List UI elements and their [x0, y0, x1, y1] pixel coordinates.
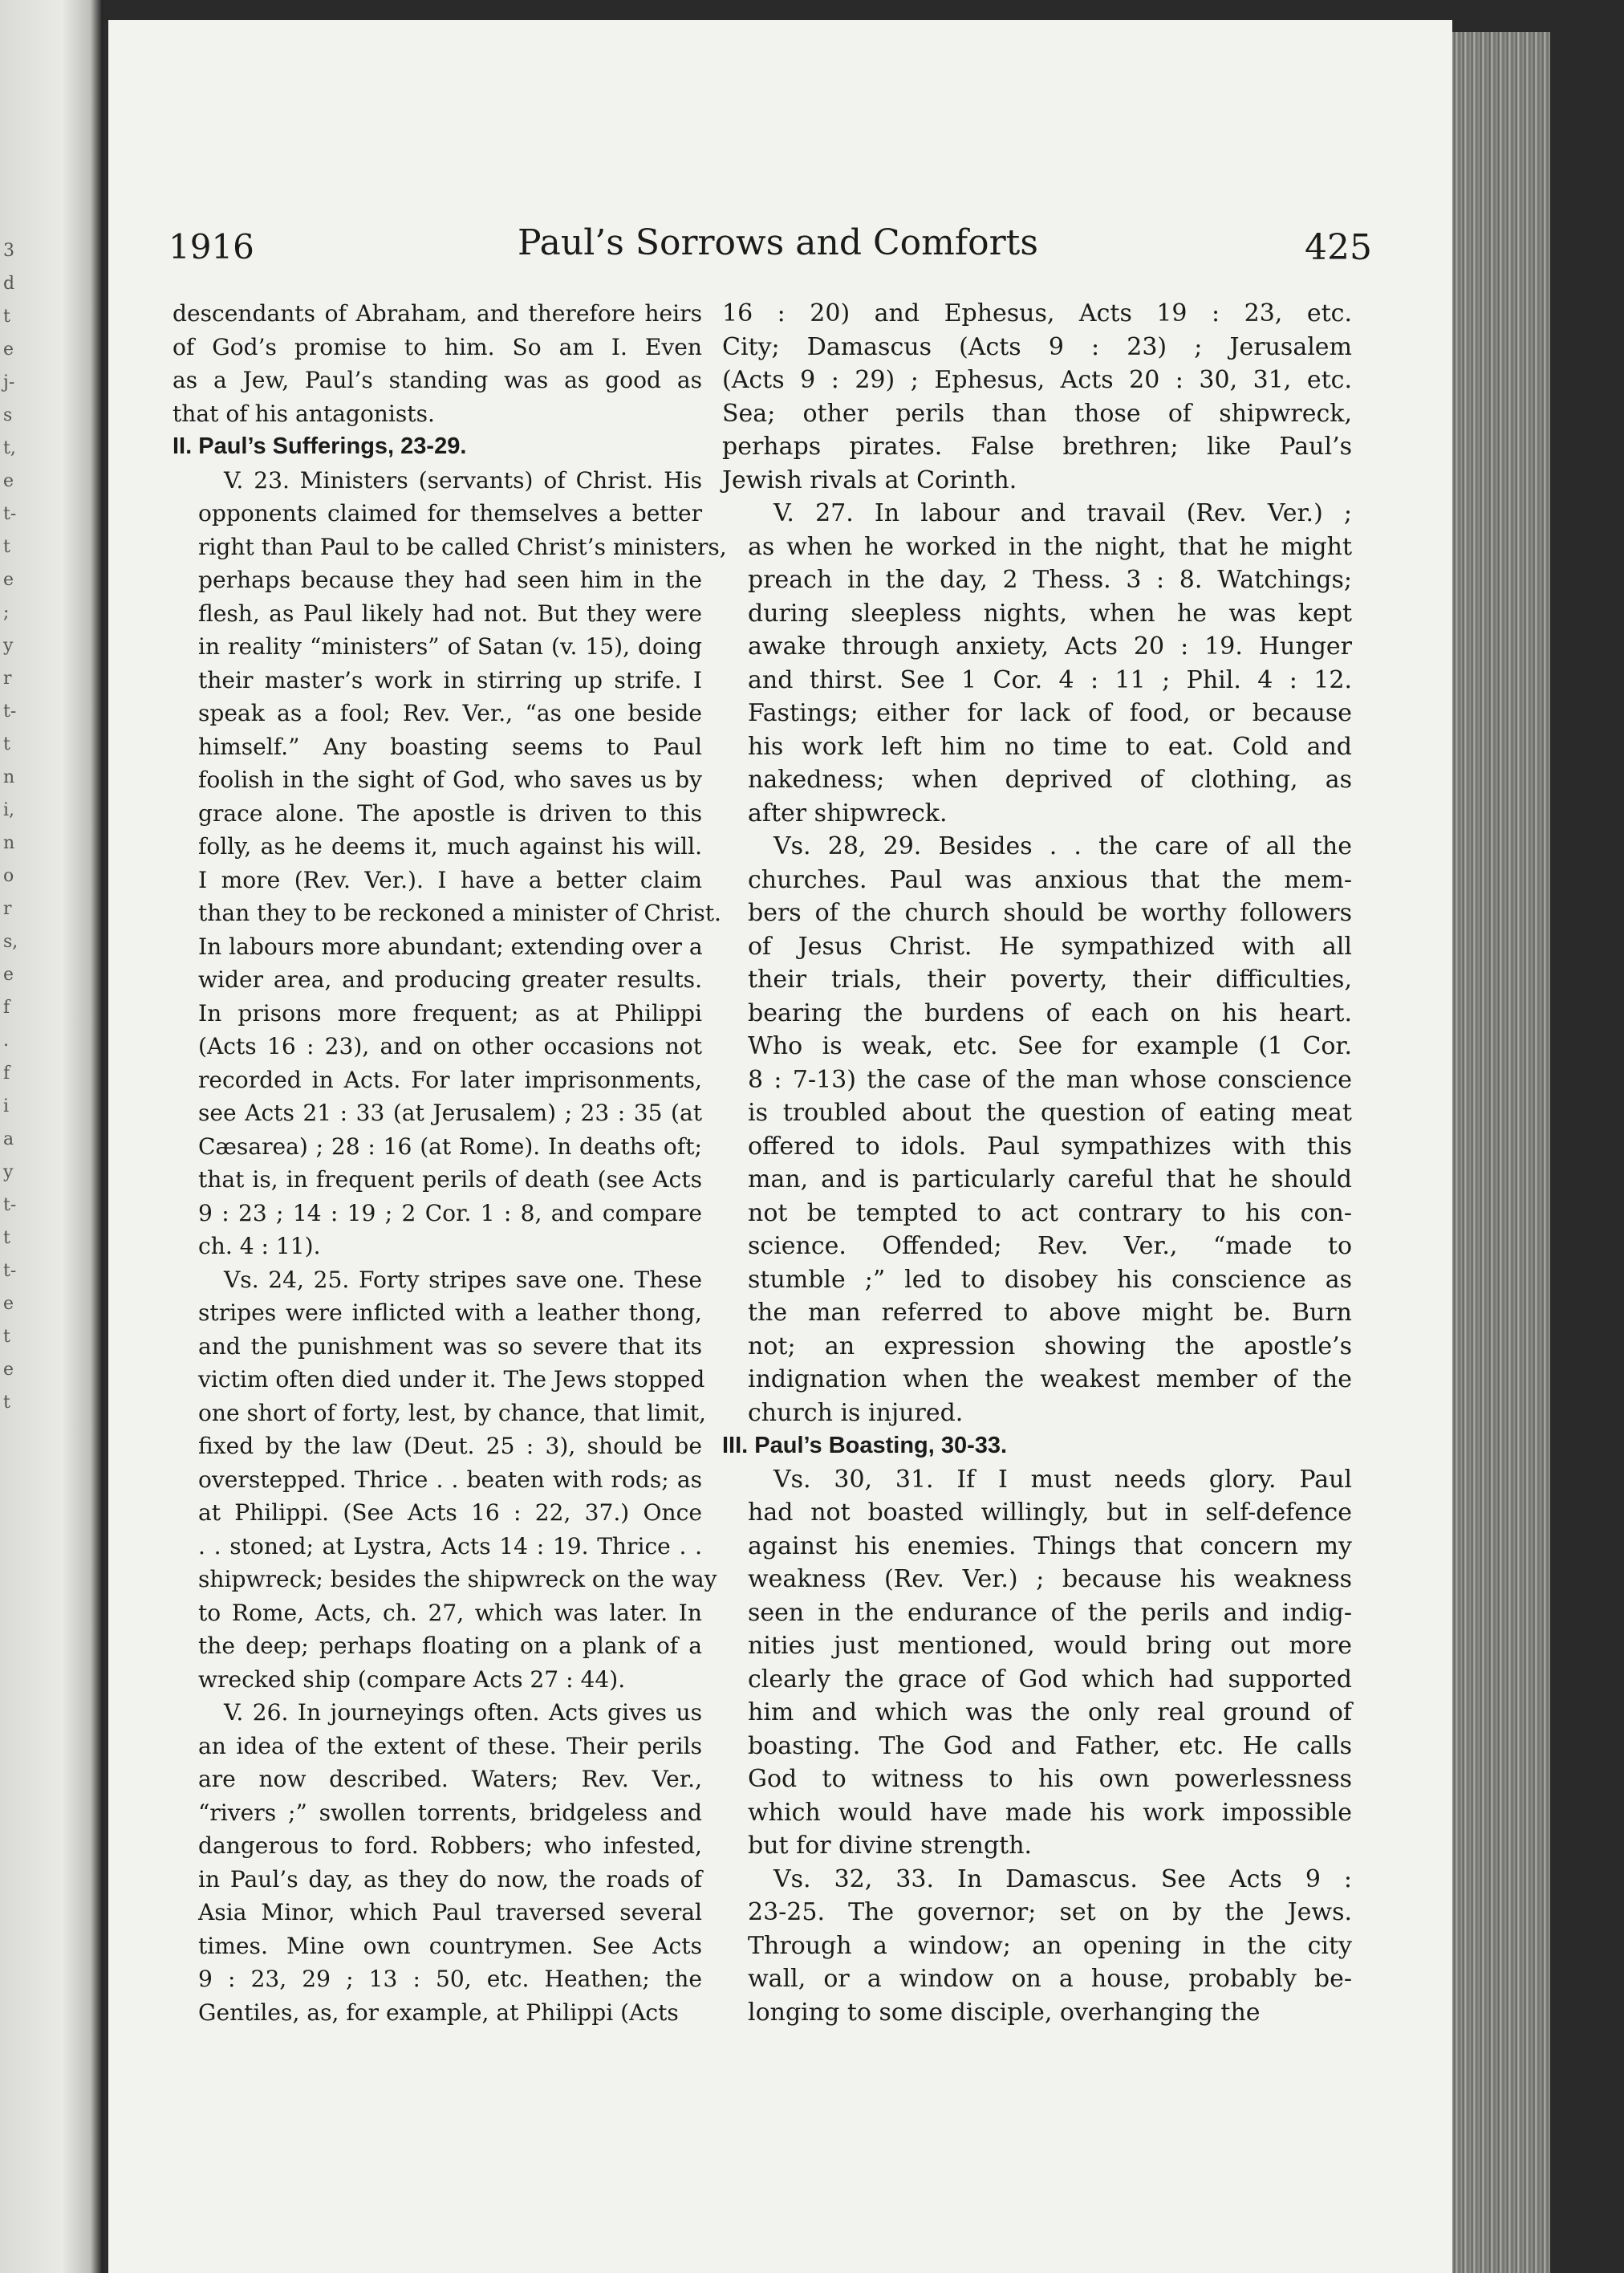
strip-fragment: n [3, 767, 15, 787]
text-line: speak as a fool; Rev. Ver., “as one beside [198, 700, 702, 726]
text-line: in Paul’s day, as they do now, the roads of [198, 1865, 702, 1893]
text-line: Gentiles, as, for example, at Philippi (Acts [198, 1999, 679, 2026]
text-line: grace alone. The apostle is driven to this [198, 799, 702, 827]
text-line: Asia Minor, which Paul traversed several [198, 1899, 702, 1925]
paragraph [722, 297, 1352, 497]
text-line: wrecked ship (compare Acts 27 : 44). [198, 1665, 626, 1693]
strip-fragment: t [3, 1393, 10, 1413]
text-line: Vs. 32, 33. In Damascus. See Acts 9 : [773, 1864, 1352, 1893]
text-line: Vs. 24, 25. Forty stripes save one. These [224, 1266, 702, 1293]
text-line: flesh, as Paul likely had not. But they were [198, 600, 702, 627]
text-line: nities just mentioned, would bring out more [748, 1632, 1352, 1660]
text-line: dangerous to ford. Robbers; who infested, [198, 1832, 702, 1859]
text-line: and the punishment was so severe that its [198, 1332, 702, 1360]
text-line: against his enemies. Things that concern my [748, 1531, 1352, 1560]
text-line: their master’s work in stirring up strife. I [198, 666, 702, 693]
page-title: Paul’s Sorrows and Comforts [518, 222, 1038, 263]
text-line: to Rome, Acts, ch. 27, which was later. In [198, 1599, 702, 1626]
strip-fragment: i, [3, 800, 15, 820]
strip-fragment: n [3, 833, 15, 853]
text-line: that of his antagonists. [173, 400, 435, 427]
strip-fragment: t [3, 307, 10, 327]
text-line: during sleepless nights, when he was kept [748, 599, 1352, 628]
text-line: bers of the church should be worthy followers [748, 899, 1352, 927]
text-line: and thirst. See 1 Cor. 4 : 11 ; Phil. 4 : 12. [748, 665, 1352, 694]
text-line: (Acts 9 : 29) ; Ephesus, Acts 20 : 30, 31, etc. [722, 366, 1352, 394]
text-line: as when he worked in the night, that he might [748, 532, 1352, 561]
text-line: longing to some disciple, overhanging the [748, 1998, 1261, 2027]
strip-fragment: e [3, 340, 14, 360]
text-line: boasting. The God and Father, etc. He calls [748, 1731, 1352, 1760]
text-line: 16 : 20) and Ephesus, Acts 19 : 23, etc. [722, 299, 1352, 327]
section-heading: II. Paul’s Sufferings, 23-29. [173, 433, 467, 459]
paragraph [722, 497, 1352, 830]
strip-fragment: t [3, 537, 10, 557]
strip-fragment: i [3, 1096, 10, 1116]
text-line: which would have made his work impossible [748, 1798, 1352, 1827]
text-line: folly, as he deems it, much against his will. [198, 833, 702, 860]
text-line: I more (Rev. Ver.). I have a better claim [198, 866, 702, 893]
paragraph [173, 1696, 702, 2029]
text-line: one short of forty, lest, by chance, that limit, [198, 1399, 706, 1426]
text-line: preach in the day, 2 Thess. 3 : 8. Watchings; [748, 566, 1352, 594]
text-line: stumble ;” led to disobey his conscience as [748, 1265, 1352, 1294]
text-line: at Philippi. (See Acts 16 : 22, 37.) Once [198, 1499, 702, 1526]
text-line: an idea of the extent of these. Their perils [198, 1732, 702, 1759]
strip-fragment: e [3, 570, 14, 590]
text-line: bearing the burdens of each on his heart. [748, 998, 1352, 1027]
text-line: V. 23. Ministers (servants) of Christ. His [224, 466, 702, 494]
text-line: Fastings; either for lack of food, or because [748, 699, 1352, 727]
text-line: “rivers ;” swollen torrents, bridgeless and [198, 1799, 702, 1826]
strip-fragment: s [3, 405, 13, 425]
strip-fragment: y [3, 1162, 14, 1182]
strip-fragment: t- [3, 1195, 17, 1215]
text-line: him and which was the only real ground of [748, 1698, 1352, 1726]
right-column [722, 297, 1352, 2029]
strip-fragment: ; [3, 603, 10, 623]
text-line: nakedness; when deprived of clothing, as [748, 766, 1352, 794]
text-line: had not boasted willingly, but in self-defence [748, 1498, 1352, 1527]
strip-fragment: e [3, 965, 14, 985]
text-line: church is injured. [748, 1398, 964, 1427]
text-line: . . stoned; at Lystra, Acts 14 : 19. Thrice . . [198, 1532, 702, 1559]
text-line: than they to be reckoned a minister of Christ. [198, 900, 721, 926]
page-number: 425 [1305, 227, 1372, 268]
paragraph [722, 1863, 1352, 2030]
text-line: Sea; other perils than those of shipwreck, [722, 399, 1352, 428]
text-line: 23-25. The governor; set on by the Jews. [748, 1898, 1352, 1926]
page-edges [1452, 32, 1550, 2273]
text-line: foolish in the sight of God, who saves us by [198, 766, 702, 793]
text-line: recorded in Acts. For later imprisonments, [198, 1066, 702, 1093]
text-line: In labours more abundant; extending over a [198, 933, 703, 960]
strip-fragment: t- [3, 701, 17, 722]
header-year: 1916 [168, 227, 254, 266]
text-line: shipwreck; besides the shipwreck on the way [198, 1566, 717, 1592]
strip-fragment: d [3, 274, 15, 294]
text-line: is troubled about the question of eating meat [748, 1099, 1352, 1127]
text-line: City; Damascus (Acts 9 : 23) ; Jerusalem [722, 332, 1352, 361]
strip-fragment: t- [3, 504, 17, 524]
text-line: their trials, their poverty, their difficulties, [748, 966, 1352, 994]
text-line: God to witness to his own powerlessness [748, 1765, 1352, 1793]
text-line: science. Offended; Rev. Ver., “made to [748, 1232, 1352, 1260]
text-line: not; an expression showing the apostle’s [748, 1332, 1352, 1360]
strip-fragment: f [3, 998, 10, 1018]
text-line: in reality “ministers” of Satan (v. 15), doing [198, 633, 702, 660]
strip-fragment: y [3, 636, 14, 656]
text-line: seen in the endurance of the perils and indig- [748, 1598, 1352, 1627]
text-line: awake through anxiety, Acts 20 : 19. Hunger [748, 632, 1352, 661]
text-line: right than Paul to be called Christ’s ministers, [198, 533, 727, 560]
text-line: perhaps because they had seen him in the [198, 567, 702, 593]
text-line: are now described. Waters; Rev. Ver., [198, 1766, 702, 1792]
text-line: man, and is particularly careful that he should [748, 1165, 1352, 1193]
text-line: Through a window; an opening in the city [748, 1931, 1352, 1960]
text-line: ch. 4 : 11). [198, 1233, 321, 1259]
text-line: Vs. 28, 29. Besides . . the care of all the [773, 832, 1352, 860]
text-line: Who is weak, etc. See for example (1 Cor. [748, 1032, 1352, 1060]
text-line: fixed by the law (Deut. 25 : 3), should be [198, 1433, 702, 1459]
text-line: (Acts 16 : 23), and on other occasions not [198, 1033, 702, 1059]
strip-fragment: r [3, 899, 12, 919]
text-line: the man referred to above might be. Burn [748, 1299, 1352, 1327]
text-line: clearly the grace of God which had supported [748, 1665, 1352, 1694]
text-line: times. Mine own countrymen. See Acts [198, 1932, 702, 1959]
text-line: victim often died under it. The Jews stopped [198, 1366, 705, 1393]
text-line: opponents claimed for themselves a better [198, 500, 702, 527]
text-line: stripes were inflicted with a leather thong, [198, 1299, 702, 1326]
text-line: Vs. 30, 31. If I must needs glory. Paul [773, 1465, 1352, 1494]
strip-fragment: t [3, 734, 10, 754]
strip-fragment: f [3, 1063, 10, 1084]
text-line: In prisons more frequent; as at Philippi [198, 999, 702, 1027]
text-line: overstepped. Thrice . . beaten with rods; as [198, 1466, 702, 1493]
text-line: 9 : 23, 29 ; 13 : 50, etc. Heathen; the [198, 1966, 702, 1992]
text-line: V. 27. In labour and travail (Rev. Ver.) ; [773, 499, 1352, 527]
strip-fragment: t [3, 1228, 10, 1248]
strip-fragment: . [3, 1031, 9, 1051]
text-line: as a Jew, Paul’s standing was as good as [173, 367, 702, 393]
strip-fragment: t, [3, 438, 16, 458]
text-line: V. 26. In journeyings often. Acts gives us [224, 1699, 702, 1726]
strip-fragment: r [3, 669, 12, 689]
text-line: that is, in frequent perils of death (see Acts [198, 1166, 702, 1193]
section-heading: III. Paul’s Boasting, 30-33. [722, 1433, 1008, 1458]
text-line: indignation when the weakest member of the [748, 1365, 1352, 1393]
text-line: weakness (Rev. Ver.) ; because his weakness [748, 1565, 1352, 1593]
strip-fragment: o [3, 866, 14, 886]
text-line: 8 : 7-13) the case of the man whose conscience [748, 1065, 1352, 1094]
paragraph [722, 1463, 1352, 1863]
adjacent-page-strip [0, 0, 103, 2273]
strip-fragment: e [3, 471, 14, 491]
text-line: his work left him no time to eat. Cold and [748, 732, 1352, 761]
left-column [173, 297, 727, 2029]
text-line: the deep; perhaps floating on a plank of a [198, 1633, 702, 1659]
text-line: of Jesus Christ. He sympathized with all [748, 932, 1352, 961]
text-line: perhaps pirates. False brethren; like Paul’s [722, 433, 1352, 461]
text-line: offered to idols. Paul sympathizes with this [748, 1132, 1352, 1161]
strip-fragment: t- [3, 1261, 17, 1281]
text-line: see Acts 21 : 33 (at Jerusalem) ; 23 : 35 (at [198, 1100, 702, 1126]
strip-fragment: 3 [3, 241, 14, 261]
book-page [108, 20, 1452, 2273]
text-line: wider area, and producing greater results. [198, 966, 702, 993]
text-line: Jewish rivals at Corinth. [722, 466, 1017, 494]
strip-fragment: s, [3, 932, 18, 952]
strip-fragment: j- [3, 372, 15, 392]
text-line: descendants of Abraham, and therefore heirs [173, 300, 702, 327]
text-line: churches. Paul was anxious that the mem- [748, 865, 1352, 894]
text-line: of God’s promise to him. So am I. Even [173, 333, 702, 360]
text-line: 9 : 23 ; 14 : 19 ; 2 Cor. 1 : 8, and compare [198, 1199, 702, 1226]
text-line: Cæsarea) ; 28 : 16 (at Rome). In deaths oft; [198, 1132, 702, 1160]
running-header [168, 222, 1372, 270]
paragraph [173, 297, 702, 430]
strip-fragment: e [3, 1294, 14, 1314]
text-line: wall, or a window on a house, probably be- [748, 1965, 1352, 1993]
text-line: but for divine strength. [748, 1832, 1033, 1860]
strip-fragment: a [3, 1129, 14, 1149]
paragraph [722, 830, 1352, 1429]
strip-fragment: t [3, 1327, 10, 1347]
paragraph [173, 1263, 717, 1697]
paragraph [173, 464, 727, 1263]
text-line: after shipwreck. [748, 799, 948, 827]
strip-fragment: e [3, 1360, 14, 1380]
text-line: himself.” Any boasting seems to Paul [198, 733, 702, 760]
text-line: not be tempted to act contrary to his con- [748, 1198, 1352, 1227]
